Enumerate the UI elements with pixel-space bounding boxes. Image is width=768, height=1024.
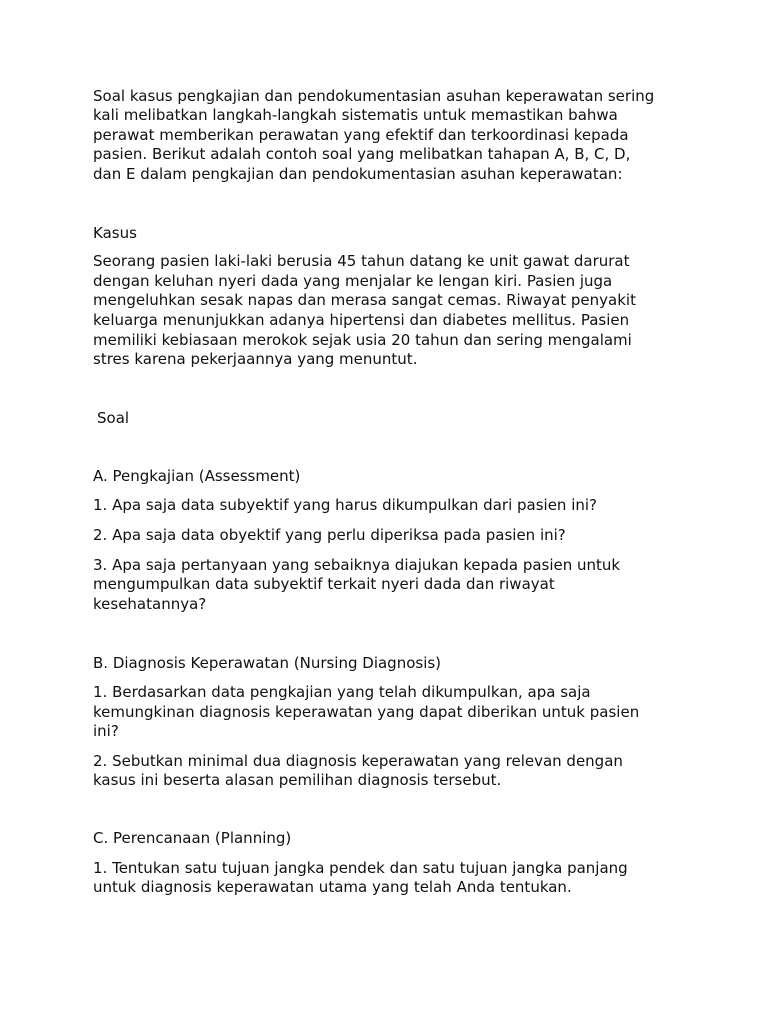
section-c-question-1: 1. Tentukan satu tujuan jangka pendek dan satu tujuan jangka panjang	[93, 859, 628, 877]
section-b-question-1: kemungkinan diagnosis keperawatan yang dapat diberikan untuk pasien	[93, 703, 640, 721]
section-a-heading: A. Pengkajian (Assessment)	[93, 467, 301, 485]
case-line: dengan keluhan nyeri dada yang menjalar ke lengan kiri. Pasien juga	[93, 272, 613, 290]
section-c-heading: C. Perencanaan (Planning)	[93, 829, 292, 847]
case-line: mengeluhkan sesak napas dan merasa sangat cemas. Riwayat penyakit	[93, 291, 636, 309]
case-line: stres karena pekerjaannya yang menuntut.	[93, 350, 418, 368]
section-a-question-3: 3. Apa saja pertanyaan yang sebaiknya diajukan kepada pasien untuk	[93, 556, 621, 574]
intro-line: Soal kasus pengkajian dan pendokumentasian asuhan keperawatan sering	[93, 87, 655, 105]
section-b-question-2: kasus ini beserta alasan pemilihan diagnosis tersebut.	[93, 771, 502, 789]
case-line: Seorang pasien laki-laki berusia 45 tahun datang ke unit gawat darurat	[93, 252, 630, 270]
section-b-question-2: 2. Sebutkan minimal dua diagnosis keperawatan yang relevan dengan	[93, 752, 623, 770]
section-a-question-2: 2. Apa saja data obyektif yang perlu diperiksa pada pasien ini?	[93, 526, 566, 544]
section-a-question-3: mengumpulkan data subyektif terkait nyeri dada dan riwayat	[93, 575, 555, 593]
intro-line: kali melibatkan langkah-langkah sistematis untuk memastikan bahwa	[93, 106, 618, 124]
section-b-question-1: 1. Berdasarkan data pengkajian yang telah dikumpulkan, apa saja	[93, 683, 591, 701]
case-line: memiliki kebiasaan merokok sejak usia 20 tahun dan sering mengalami	[93, 331, 632, 349]
questions-heading: Soal	[97, 409, 130, 427]
section-a-question-3: kesehatannya?	[93, 595, 207, 613]
section-c-question-1: untuk diagnosis keperawatan utama yang telah Anda tentukan.	[93, 878, 572, 896]
intro-line: perawat memberikan perawatan yang efektif dan terkoordinasi kepada	[93, 126, 629, 144]
section-a-question-1: 1. Apa saja data subyektif yang harus dikumpulkan dari pasien ini?	[93, 496, 598, 514]
section-b-heading: B. Diagnosis Keperawatan (Nursing Diagnosis)	[93, 654, 442, 672]
case-heading: Kasus	[93, 224, 137, 242]
section-b-question-1: ini?	[93, 722, 119, 740]
intro-line: dan E dalam pengkajian dan pendokumentasian asuhan keperawatan:	[93, 165, 623, 183]
case-line: keluarga menunjukkan adanya hipertensi dan diabetes mellitus. Pasien	[93, 311, 630, 329]
intro-line: pasien. Berikut adalah contoh soal yang melibatkan tahapan A, B, C, D,	[93, 145, 631, 163]
